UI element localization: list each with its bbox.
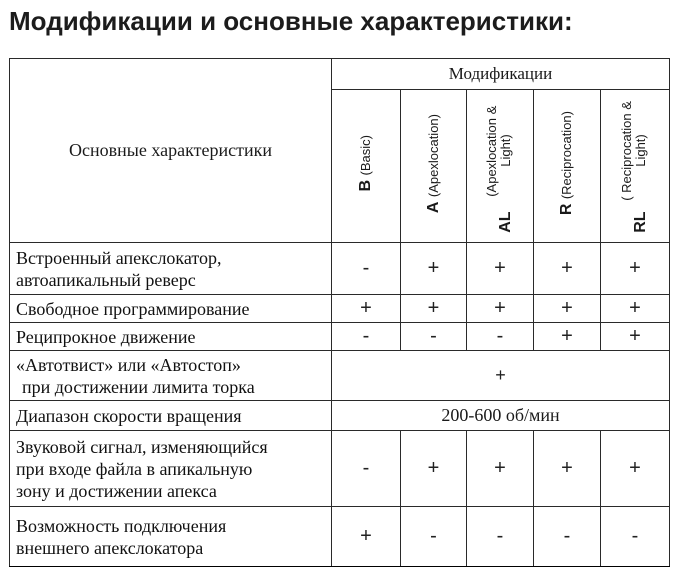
page-title: Модификации и основные характеристики: (9, 6, 573, 36)
header-main-characteristics: Основные характеристики (10, 59, 332, 243)
table-row (10, 243, 670, 295)
feature-cell (10, 243, 332, 295)
value-cell: - (332, 323, 401, 351)
feature-line: Свободное программирование (16, 298, 250, 319)
value-cell: + (401, 243, 467, 295)
feature-line: Звуковой сигнал, изменяющийся (16, 436, 268, 457)
value-cell: + (332, 295, 401, 323)
modification-desc: (Apexlocation) (425, 113, 441, 198)
value-cell: + (601, 431, 670, 507)
header-modifications: Модификации (332, 59, 670, 90)
modification-code: AL (497, 211, 514, 233)
value-cell: + (401, 295, 467, 323)
feature-line: «Автотвист» или «Автостоп» (16, 354, 241, 375)
table-row (10, 401, 670, 431)
value-cell: + (534, 295, 601, 323)
table-row (10, 431, 670, 507)
value-cell: - (467, 507, 534, 567)
value-cell: + (332, 507, 401, 567)
value-cell: + (467, 243, 534, 295)
modification-r (534, 90, 601, 243)
modification-desc: (Basic) (358, 135, 373, 176)
feature-line: при достижении лимита торка (22, 376, 255, 397)
value-cell: + (601, 243, 670, 295)
table-row (10, 351, 670, 401)
spanned-value-cell: + (332, 351, 670, 401)
value-cell: + (467, 295, 534, 323)
value-cell: - (601, 507, 670, 567)
feature-cell (10, 431, 332, 507)
feature-cell (10, 401, 332, 431)
value-cell: + (401, 431, 467, 507)
specs-table (9, 58, 670, 567)
modification-al (467, 90, 534, 243)
modification-code: A (424, 201, 442, 214)
value-cell: - (401, 507, 467, 567)
modification-desc: (Apexlocation & Light) (484, 105, 513, 197)
table-header-row (10, 59, 670, 90)
value-cell: - (332, 431, 401, 507)
feature-line: внешнего апекслокатора (16, 537, 204, 558)
value-cell: - (534, 507, 601, 567)
modification-desc: ( Reciprocation & Light) (619, 100, 648, 201)
feature-cell (10, 351, 332, 401)
feature-line: зону и достижении апекса (16, 480, 217, 501)
value-cell: + (467, 431, 534, 507)
feature-line: Возможность подключения (16, 515, 227, 536)
modification-code: RL (632, 211, 649, 233)
modification-b (332, 90, 401, 243)
table-row (10, 295, 670, 323)
table-row (10, 507, 670, 567)
value-cell: + (601, 295, 670, 323)
value-cell: + (534, 431, 601, 507)
feature-line: Диапазон скорости вращения (16, 405, 242, 426)
modification-code: B (357, 180, 374, 192)
feature-cell (10, 295, 332, 323)
feature-line: при входе файла в апикальную (16, 458, 253, 479)
feature-line: Встроенный апекслокатор, (16, 247, 222, 268)
modification-desc: (Reciprocation) (559, 111, 574, 200)
spanned-value-cell: 200-600 об/мин (332, 401, 670, 431)
modification-code: R (558, 204, 575, 216)
feature-cell (10, 507, 332, 567)
value-cell: + (534, 323, 601, 351)
feature-line: Реципрокное движение (16, 326, 196, 347)
value-cell: - (401, 323, 467, 351)
modification-a (401, 90, 467, 243)
value-cell: - (332, 243, 401, 295)
value-cell: + (534, 243, 601, 295)
feature-line: автоапикальный реверс (16, 269, 196, 290)
feature-cell (10, 323, 332, 351)
value-cell: - (467, 323, 534, 351)
modification-rl (601, 90, 670, 243)
value-cell: + (601, 323, 670, 351)
table-row (10, 323, 670, 351)
